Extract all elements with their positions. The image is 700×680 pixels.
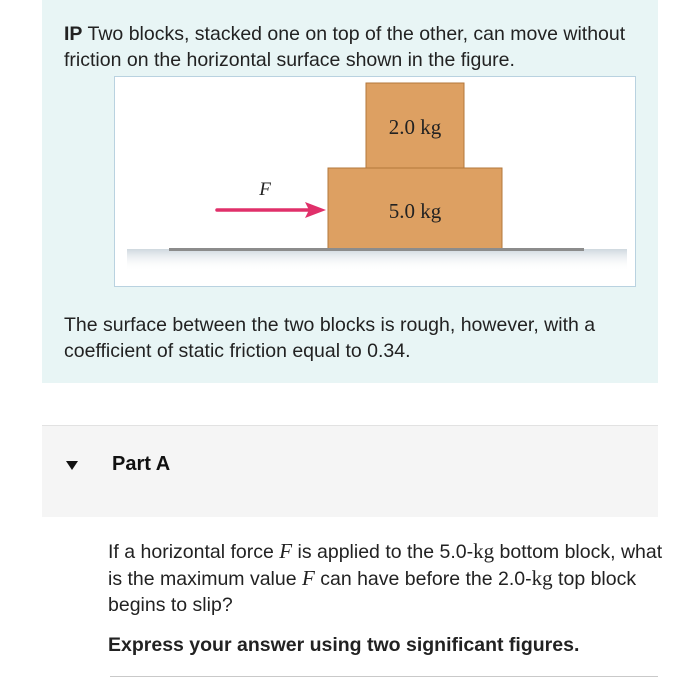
unit-kg: kg	[531, 566, 553, 590]
answer-instruction: Express your answer using two significant figures.	[108, 634, 580, 656]
problem-tag: IP	[64, 23, 83, 45]
top-block-label: 2.0 kg	[388, 115, 442, 139]
problem-intro-panel	[42, 0, 658, 383]
force-arrow-icon	[217, 202, 326, 218]
question-text-4: can have before the 2.0-	[314, 568, 532, 590]
part-a-question	[108, 538, 668, 618]
force-variable: F	[301, 566, 315, 590]
problem-detail: The surface between the two blocks is rough, however, with a coefficient of static friction equal to 0.34.	[64, 314, 596, 362]
bottom-block-label: 5.0 kg	[388, 199, 442, 223]
force-variable: F	[279, 539, 293, 563]
problem-intro-text: Two blocks, stacked one on top of the other, can move without friction on the horizontal surface shown in the figure.	[64, 23, 626, 71]
problem-statement	[64, 21, 644, 73]
problem-figure	[114, 76, 636, 287]
floor-shadow	[127, 249, 627, 271]
question-text-2: is applied to the 5.0-	[292, 541, 474, 563]
caret-down-icon[interactable]	[66, 461, 78, 470]
part-title[interactable]: Part A	[112, 453, 171, 475]
part-a-header[interactable]	[42, 425, 658, 517]
stacked-blocks-diagram	[115, 77, 636, 287]
question-text-5: top block begins to slip?	[108, 568, 637, 616]
question-text-1: If a horizontal force	[108, 541, 280, 563]
question-text-3: bottom block, what is the maximum value	[108, 541, 663, 590]
floor-surface	[169, 248, 584, 251]
answer-box-edge[interactable]	[110, 676, 658, 679]
unit-kg: kg	[473, 539, 495, 563]
force-label: F	[259, 179, 271, 200]
